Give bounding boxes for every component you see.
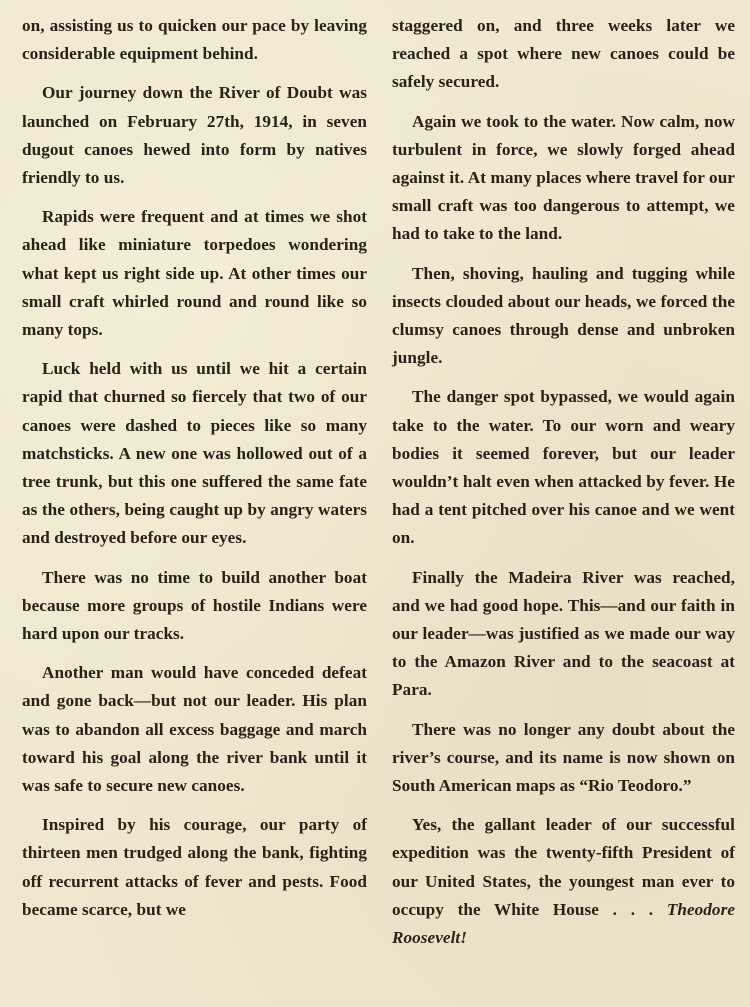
- paragraph: The danger spot bypassed, we would again take to the water. To our worn and weary bodies it seemed forever, but our leader wouldn’t halt even when attacked by fever. He had a tent pitched over his canoe and we went on.: [392, 387, 735, 548]
- paragraph: Our journey down the River of Doubt was launched on February 27th, 1914, in seven dugout canoes hewed into form by natives friendly to us.: [22, 83, 367, 188]
- paragraph: Inspired by his courage, our party of thirteen men trudged along the bank, fighting off recurrent attacks of fever and pests. Food became scarce, but we: [22, 815, 367, 919]
- paragraph: Then, shoving, hauling and tugging while insects clouded about our heads, we forced the clumsy canoes through dense and unbroken jungle.: [392, 263, 735, 368]
- paragraph: on, assisting us to quicken our pace by leaving considerable equipment behind.: [22, 16, 367, 64]
- paragraph: There was no longer any doubt about the river’s course, and its name is now shown on South American maps as “Rio Teodoro.”: [392, 719, 735, 796]
- paragraph: Rapids were frequent and at times we shot ahead like miniature torpedoes wondering what kept us right side up. At other times our small craft whirled round and round like so many tops.: [22, 207, 367, 340]
- paragraph: There was no time to build another boat because more groups of hostile Indians were hard upon our tracks.: [22, 567, 367, 644]
- paragraph: Finally the Madeira River was reached, and we had good hope. This—and our faith in our leader—was justified as we made our way to the Amazon River and to the seacoast at Para.: [392, 567, 735, 700]
- paragraph: Again we took to the water. Now calm, now turbulent in force, we slowly forged ahead against it. At many places where travel for our small craft was too dangerous to attempt, we had to take to the land.: [392, 111, 735, 244]
- paragraph: Another man would have conceded defeat and gone back—but not our leader. His plan was to abandon all excess baggage and march toward his goal along the river bank until it was safe to secure new canoes.: [22, 663, 367, 796]
- paragraph: staggered on, and three weeks later we reached a spot where new canoes could be safely secured.: [392, 16, 735, 92]
- closing-paragraph: [392, 811, 735, 952]
- left-column: [22, 12, 367, 935]
- closing-name: Theodore Roosevelt!: [392, 899, 735, 948]
- paragraph: Luck held with us until we hit a certain rapid that churned so fiercely that two of our canoes were dashed to pieces like so many matchsticks. A new one was hollowed out of a tree trunk, but this one suffered the same fate as the others, being caught up by angry waters and destroyed before our eyes.: [22, 359, 367, 548]
- right-column: [392, 12, 735, 963]
- closing-text: Yes, the gallant leader of our successful expedition was the twenty-fifth President of our United States, the youngest man ever to occupy the White House . . .: [392, 815, 735, 919]
